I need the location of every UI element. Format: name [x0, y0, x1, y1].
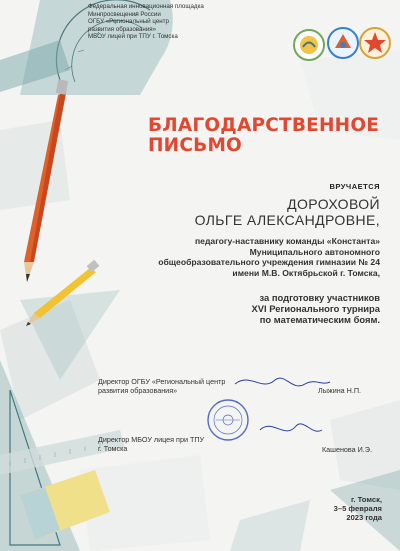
signature-role-1: [98, 377, 225, 395]
signature-role-line: г. Томска: [98, 444, 128, 453]
description-line: педагогу-наставнику команды «Константа»: [194, 236, 380, 246]
description-line: общеобразовательного учреждения гимназии № 24: [158, 257, 380, 267]
place-and-date: [300, 495, 382, 523]
footer-line: г. Томск,: [351, 495, 382, 504]
recipient-line: ОЛЬГЕ АЛЕКСАНДРОВНЕ,: [194, 212, 380, 228]
recipient-line: ДОРОХОВОЙ: [287, 196, 380, 212]
title-line: ПИСЬМО: [148, 135, 242, 156]
signature-name-2: Кашенова И.Э.: [322, 445, 372, 454]
logo-emblem-right: [358, 26, 392, 60]
org-line: Минпросвещения России: [88, 10, 161, 18]
org-line: развития образования»: [88, 25, 157, 33]
signature-role-line: Директор ОГБУ «Региональный центр: [98, 377, 226, 386]
signature-role-2: [98, 435, 204, 453]
logo-emblem-left: [292, 28, 326, 62]
presented-label: ВРУЧАЕТСЯ: [329, 182, 380, 191]
signature-role-line: развития образования»: [98, 386, 178, 395]
signature-name-1: Лыжина Н.П.: [318, 386, 362, 395]
footer-line: 3–5 февраля: [333, 504, 382, 514]
recipient-name: [150, 196, 380, 228]
org-line: ОГБУ «Региональный центр: [88, 18, 169, 26]
organization-header: [88, 3, 288, 41]
reason-line: за подготовку участников: [259, 292, 380, 303]
award-reason: [150, 292, 380, 325]
round-stamp-shape: [208, 400, 248, 440]
org-line: МБОУ лицей при ТПУ г. Томска: [88, 33, 178, 41]
description-line: имени М.В. Октябрьской г. Томска,: [232, 267, 380, 278]
letter-title: [148, 116, 388, 156]
signature-role-line: Директор МБОУ лицея при ТПУ: [98, 435, 205, 444]
recipient-description: [120, 236, 380, 278]
logo-emblem-middle: [326, 26, 360, 60]
reason-line: XVI Регионального турнира: [251, 303, 380, 314]
org-line: Федеральная инновационная площадка: [88, 3, 204, 10]
title-line: БЛАГОДАРСТВЕННОЕ: [148, 115, 380, 136]
reason-line: по математическим боям.: [259, 314, 380, 325]
description-line: Муниципального автономного: [249, 246, 380, 257]
footer-line: 2023 года: [346, 513, 382, 523]
